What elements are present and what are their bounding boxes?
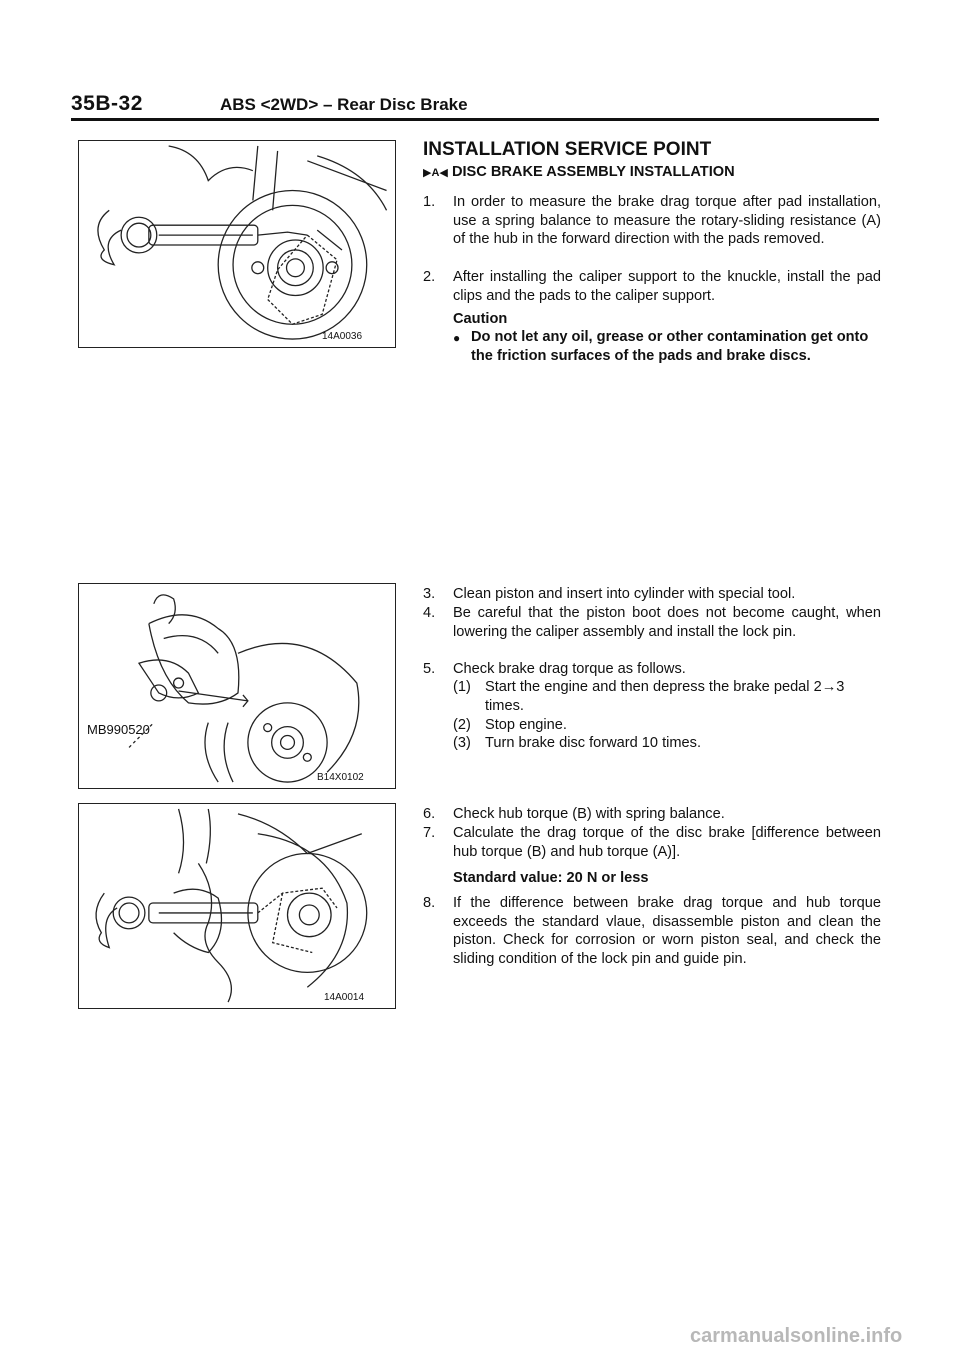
figure-1-illustration	[79, 141, 395, 347]
step-text: Calculate the drag torque of the disc brake [difference between hub torque (B) and hub torque (A)].	[453, 825, 881, 860]
caution-text: Do not let any oil, grease or other contamination get onto the friction surfaces of the pads and brake discs.	[471, 329, 869, 364]
step-number: 4.	[423, 605, 436, 621]
caution-bullet: ●	[453, 331, 461, 345]
step-number: 7.	[423, 825, 436, 841]
substep-number: (3)	[453, 735, 471, 751]
step-text: Be careful that the piston boot does not become caught, when lowering the caliper assembly and install the lock pin.	[453, 605, 881, 640]
step-number: 3.	[423, 586, 436, 602]
figure-3-code: 14A0014	[324, 992, 365, 1003]
service-point-marker-icon: ▶A◀	[423, 167, 448, 179]
substep-number: (2)	[453, 717, 471, 733]
substep-text: Stop engine.	[485, 717, 567, 733]
step-6	[423, 805, 881, 824]
step-text: After installing the caliper support to the knuckle, install the pad clips and the pads to the caliper support.	[453, 269, 881, 304]
step-text: In order to measure the brake drag torque after pad installation, use a spring balance to measure the rotary-sliding resistance (A) of the hub in the forward direction with the pads removed.	[453, 194, 881, 248]
standard-value: Standard value: 20 N or less	[453, 870, 649, 886]
substep-text: Start the engine and then depress the brake pedal 2→3 times.	[485, 679, 845, 714]
substep-2	[453, 716, 881, 735]
header-rule	[71, 118, 879, 121]
step-text: Clean piston and insert into cylinder with special tool.	[453, 586, 796, 602]
substep-1	[453, 678, 881, 715]
figure-1-code: 14A0036	[322, 331, 363, 342]
figure-3-illustration	[79, 804, 395, 1008]
figure-spring-balance-hub	[78, 140, 396, 348]
step-8	[423, 894, 881, 968]
step-text: Check hub torque (B) with spring balance.	[453, 806, 725, 822]
page-number: 35B-32	[71, 92, 143, 115]
caution-label: Caution	[453, 311, 508, 327]
step-number: 2.	[423, 269, 436, 285]
figure-2-code: B14X0102	[317, 772, 364, 783]
figure-hub-torque-check	[78, 803, 396, 1009]
substep-text: Turn brake disc forward 10 times.	[485, 735, 702, 751]
special-tool-label: MB990520	[87, 722, 150, 737]
step-4	[423, 604, 881, 641]
section-subtitle-text: DISC BRAKE ASSEMBLY INSTALLATION	[451, 164, 735, 180]
step-number: 1.	[423, 194, 436, 210]
step-3	[423, 585, 881, 604]
figure-2-illustration	[79, 584, 395, 788]
section-subtitle	[423, 164, 735, 180]
step-text: Check brake drag torque as follows.	[453, 661, 686, 677]
substep-3	[453, 734, 881, 753]
substep-number: (1)	[453, 679, 471, 695]
step-number: 6.	[423, 806, 436, 822]
step-number: 5.	[423, 661, 436, 677]
watermark: carmanualsonline.info	[690, 1325, 903, 1347]
step-number: 8.	[423, 895, 436, 911]
step-7	[423, 824, 881, 861]
step-1	[423, 193, 881, 249]
step-5	[423, 660, 881, 679]
section-title: INSTALLATION SERVICE POINT	[423, 139, 712, 160]
step-text: If the difference between brake drag torque and hub torque exceeds the standard vlaue, disassemble piston and clean the piston. Check for corrosion or worn piston seal, and check the sliding condition of the lock pin and guide pin.	[453, 895, 881, 967]
step-2	[423, 268, 881, 305]
figure-piston-insertion	[78, 583, 396, 789]
page-title: ABS <2WD> – Rear Disc Brake	[220, 95, 468, 114]
